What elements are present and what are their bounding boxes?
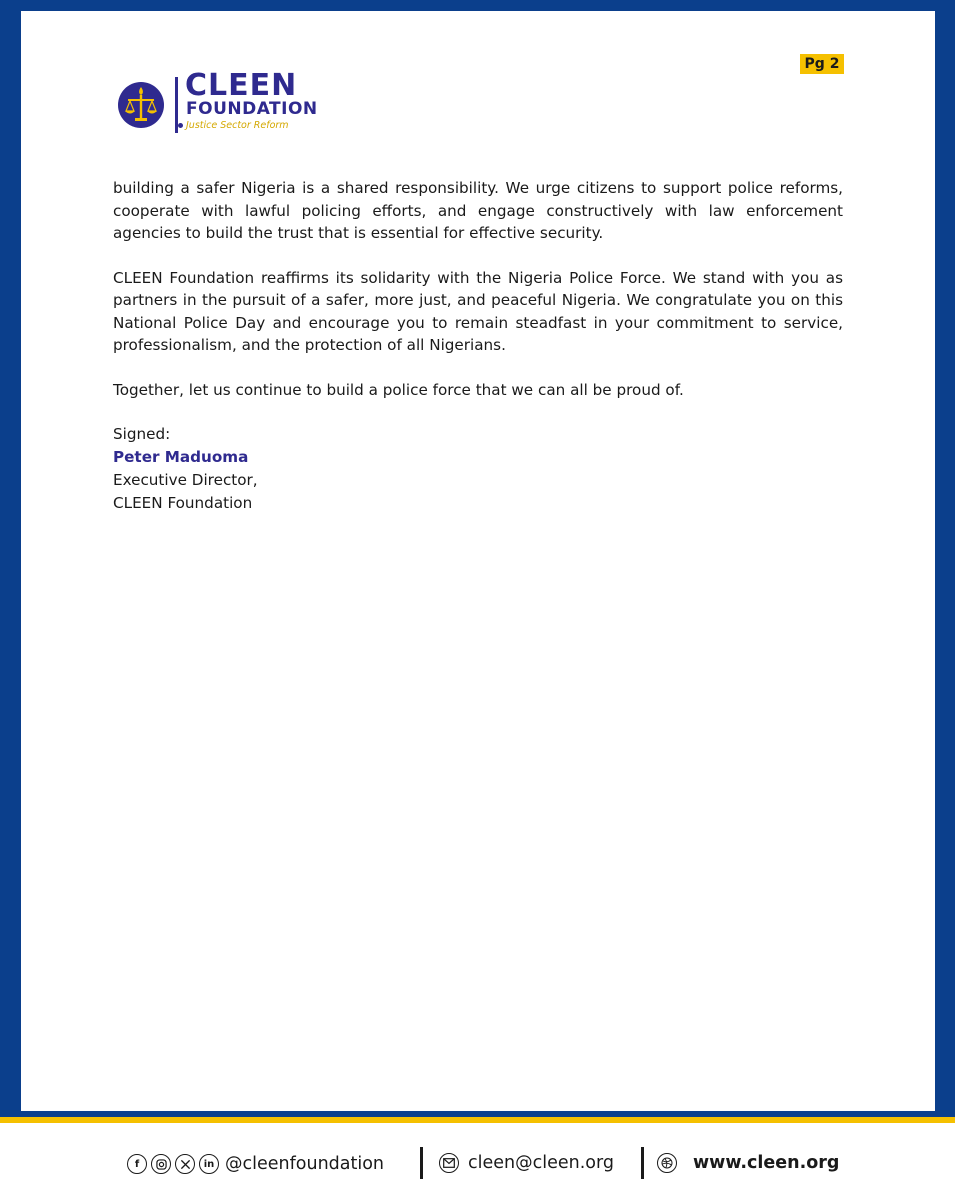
email-address[interactable]: cleen@cleen.org [468,1153,614,1173]
signatory-name: Peter Maduoma [113,448,249,466]
footer-divider [420,1147,423,1179]
instagram-icon[interactable] [151,1154,171,1174]
linkedin-icon[interactable]: in [199,1154,219,1174]
signed-label: Signed: [113,425,171,443]
social-links [127,1153,384,1175]
logo-title: CLEEN [185,68,298,103]
signatory-title: Executive Director, [113,471,258,489]
footer-website[interactable] [657,1153,839,1173]
signatory-organization: CLEEN Foundation [113,494,253,512]
signature-block [113,423,843,515]
website-url[interactable]: www.cleen.org [693,1153,840,1173]
paragraph: building a safer Nigeria is a shared responsibility. We urge citizens to support police reforms, cooperate with lawful policing efforts, and engage constructively with law enforcement agencies to build the trust that is essential for effective security. [113,179,843,242]
x-icon[interactable] [175,1154,195,1174]
letter-body [113,177,843,515]
paragraph: CLEEN Foundation reaffirms its solidarity with the Nigeria Police Force. We stand with you as partners in the pursuit of a safer, more just, and peaceful Nigeria. We congratulate you on this National Police Day and encourage you to remain steadfast in your commitment to service, professionalism, and the protection of all Nigerians. [113,268,843,354]
mail-icon [439,1153,459,1173]
logo-tagline: Justice Sector Reform [186,120,289,131]
footer [0,1123,955,1200]
social-handle[interactable]: @cleenfoundation [225,1154,385,1174]
page-number-badge: Pg 2 [800,54,844,74]
logo-subtitle: FOUNDATION [186,99,318,119]
cleen-logo [117,68,347,141]
facebook-icon[interactable]: f [127,1154,147,1174]
globe-icon [657,1153,677,1173]
footer-divider [641,1147,644,1179]
footer-email[interactable] [439,1153,614,1173]
paragraph: Together, let us continue to build a police force that we can all be proud of. [113,380,684,399]
tagline-dot [178,123,183,128]
document-page [21,11,935,1111]
scales-of-justice-icon [117,81,165,129]
